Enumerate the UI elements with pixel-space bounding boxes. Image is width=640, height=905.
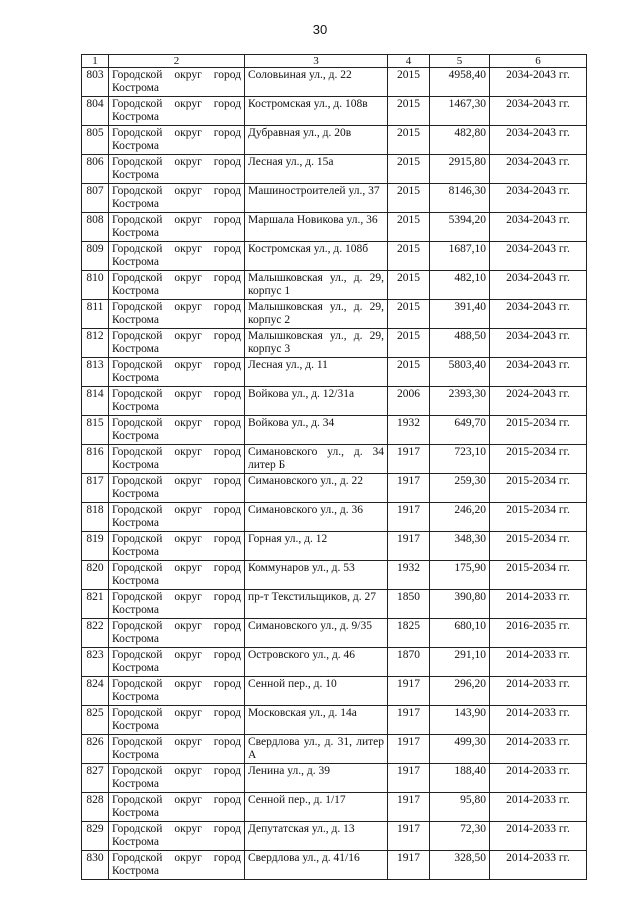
area-cell: 499,30 <box>430 735 490 764</box>
municipality-cell: Городской округ город Кострома <box>109 706 245 735</box>
table-row <box>82 184 587 213</box>
area-cell: 259,30 <box>430 474 490 503</box>
area-cell: 291,10 <box>430 648 490 677</box>
address-cell: Дубравная ул., д. 20в <box>245 126 388 155</box>
row-number-cell: 803 <box>82 68 109 97</box>
table-row <box>82 97 587 126</box>
municipality-cell: Городской округ город Кострома <box>109 445 245 474</box>
municipality-cell: Городской округ город Кострома <box>109 793 245 822</box>
municipality-cell: Городской округ город Кострома <box>109 474 245 503</box>
column-header: 2 <box>109 55 245 68</box>
period-cell: 2034-2043 гг. <box>490 184 587 213</box>
year-cell: 1870 <box>388 648 430 677</box>
row-number-cell: 820 <box>82 561 109 590</box>
year-cell: 2015 <box>388 126 430 155</box>
address-cell: Коммунаров ул., д. 53 <box>245 561 388 590</box>
period-cell: 2034-2043 гг. <box>490 358 587 387</box>
address-cell: Соловьиная ул., д. 22 <box>245 68 388 97</box>
area-cell: 482,10 <box>430 271 490 300</box>
table-row <box>82 793 587 822</box>
year-cell: 1917 <box>388 445 430 474</box>
table-row <box>82 677 587 706</box>
municipality-cell: Городской округ город Кострома <box>109 184 245 213</box>
area-cell: 1687,10 <box>430 242 490 271</box>
address-cell: Ленина ул., д. 39 <box>245 764 388 793</box>
municipality-cell: Городской округ город Кострома <box>109 851 245 880</box>
address-cell: Малышковская ул., д. 29, корпус 2 <box>245 300 388 329</box>
table-row <box>82 590 587 619</box>
row-number-cell: 828 <box>82 793 109 822</box>
row-number-cell: 811 <box>82 300 109 329</box>
year-cell: 1917 <box>388 793 430 822</box>
period-cell: 2015-2034 гг. <box>490 503 587 532</box>
area-cell: 5394,20 <box>430 213 490 242</box>
row-number-cell: 826 <box>82 735 109 764</box>
period-cell: 2034-2043 гг. <box>490 68 587 97</box>
address-cell: Свердлова ул., д. 31, литер А <box>245 735 388 764</box>
area-cell: 246,20 <box>430 503 490 532</box>
row-number-cell: 819 <box>82 532 109 561</box>
table-row <box>82 155 587 184</box>
period-cell: 2014-2033 гг. <box>490 706 587 735</box>
year-cell: 1917 <box>388 503 430 532</box>
municipality-cell: Городской округ город Кострома <box>109 213 245 242</box>
table-row <box>82 329 587 358</box>
table-header <box>82 55 587 68</box>
table-row <box>82 242 587 271</box>
address-cell: Машиностроителей ул., 37 <box>245 184 388 213</box>
address-cell: Островского ул., д. 46 <box>245 648 388 677</box>
area-cell: 649,70 <box>430 416 490 445</box>
period-cell: 2034-2043 гг. <box>490 271 587 300</box>
area-cell: 680,10 <box>430 619 490 648</box>
row-number-cell: 816 <box>82 445 109 474</box>
municipality-cell: Городской округ город Кострома <box>109 358 245 387</box>
table-row <box>82 851 587 880</box>
table-row <box>82 648 587 677</box>
row-number-cell: 827 <box>82 764 109 793</box>
year-cell: 2015 <box>388 300 430 329</box>
area-cell: 5803,40 <box>430 358 490 387</box>
year-cell: 2006 <box>388 387 430 416</box>
period-cell: 2014-2033 гг. <box>490 764 587 793</box>
address-cell: пр-т Текстильщиков, д. 27 <box>245 590 388 619</box>
area-cell: 723,10 <box>430 445 490 474</box>
municipality-cell: Городской округ город Кострома <box>109 387 245 416</box>
table-row <box>82 561 587 590</box>
municipality-cell: Городской округ город Кострома <box>109 590 245 619</box>
year-cell: 1917 <box>388 735 430 764</box>
area-cell: 482,80 <box>430 126 490 155</box>
year-cell: 1850 <box>388 590 430 619</box>
area-cell: 1467,30 <box>430 97 490 126</box>
municipality-cell: Городской округ город Кострома <box>109 677 245 706</box>
period-cell: 2015-2034 гг. <box>490 416 587 445</box>
municipality-cell: Городской округ город Кострома <box>109 648 245 677</box>
period-cell: 2034-2043 гг. <box>490 242 587 271</box>
area-cell: 175,90 <box>430 561 490 590</box>
area-cell: 143,90 <box>430 706 490 735</box>
row-number-cell: 814 <box>82 387 109 416</box>
address-cell: Горная ул., д. 12 <box>245 532 388 561</box>
period-cell: 2015-2034 гг. <box>490 561 587 590</box>
table-row <box>82 445 587 474</box>
municipality-cell: Городской округ город Кострома <box>109 155 245 184</box>
row-number-cell: 810 <box>82 271 109 300</box>
area-cell: 72,30 <box>430 822 490 851</box>
period-cell: 2015-2034 гг. <box>490 474 587 503</box>
municipality-cell: Городской округ город Кострома <box>109 764 245 793</box>
year-cell: 1917 <box>388 532 430 561</box>
table-row <box>82 532 587 561</box>
housing-registry-table <box>81 54 587 880</box>
period-cell: 2034-2043 гг. <box>490 213 587 242</box>
row-number-cell: 822 <box>82 619 109 648</box>
year-cell: 1917 <box>388 677 430 706</box>
municipality-cell: Городской округ город Кострома <box>109 503 245 532</box>
table-row <box>82 300 587 329</box>
row-number-cell: 815 <box>82 416 109 445</box>
table-row <box>82 68 587 97</box>
period-cell: 2014-2033 гг. <box>490 677 587 706</box>
period-cell: 2034-2043 гг. <box>490 300 587 329</box>
municipality-cell: Городской округ город Кострома <box>109 416 245 445</box>
year-cell: 1917 <box>388 474 430 503</box>
year-cell: 2015 <box>388 155 430 184</box>
row-number-cell: 804 <box>82 97 109 126</box>
period-cell: 2016-2035 гг. <box>490 619 587 648</box>
row-number-cell: 825 <box>82 706 109 735</box>
column-header: 1 <box>82 55 109 68</box>
municipality-cell: Городской округ город Кострома <box>109 735 245 764</box>
row-number-cell: 808 <box>82 213 109 242</box>
table-row <box>82 619 587 648</box>
table-body <box>82 68 587 880</box>
year-cell: 2015 <box>388 271 430 300</box>
row-number-cell: 812 <box>82 329 109 358</box>
municipality-cell: Городской округ город Кострома <box>109 329 245 358</box>
table-row <box>82 503 587 532</box>
table-row <box>82 735 587 764</box>
column-header: 5 <box>430 55 490 68</box>
table-row <box>82 474 587 503</box>
year-cell: 2015 <box>388 329 430 358</box>
address-cell: Свердлова ул., д. 41/16 <box>245 851 388 880</box>
address-cell: Войкова ул., д. 12/31а <box>245 387 388 416</box>
address-cell: Костромская ул., д. 108в <box>245 97 388 126</box>
municipality-cell: Городской округ город Кострома <box>109 68 245 97</box>
period-cell: 2014-2033 гг. <box>490 590 587 619</box>
address-cell: Лесная ул., д. 11 <box>245 358 388 387</box>
area-cell: 488,50 <box>430 329 490 358</box>
table-row <box>82 126 587 155</box>
area-cell: 328,50 <box>430 851 490 880</box>
address-cell: Маршала Новикова ул., 36 <box>245 213 388 242</box>
year-cell: 1825 <box>388 619 430 648</box>
address-cell: Сенной пер., д. 1/17 <box>245 793 388 822</box>
address-cell: Московская ул., д. 14а <box>245 706 388 735</box>
address-cell: Симановского ул., д. 9/35 <box>245 619 388 648</box>
year-cell: 2015 <box>388 358 430 387</box>
area-cell: 95,80 <box>430 793 490 822</box>
period-cell: 2024-2043 гг. <box>490 387 587 416</box>
year-cell: 2015 <box>388 213 430 242</box>
column-header: 4 <box>388 55 430 68</box>
table-row <box>82 764 587 793</box>
row-number-cell: 805 <box>82 126 109 155</box>
municipality-cell: Городской округ город Кострома <box>109 619 245 648</box>
row-number-cell: 830 <box>82 851 109 880</box>
year-cell: 2015 <box>388 242 430 271</box>
year-cell: 1917 <box>388 706 430 735</box>
municipality-cell: Городской округ город Кострома <box>109 300 245 329</box>
address-cell: Симановского ул., д. 22 <box>245 474 388 503</box>
area-cell: 8146,30 <box>430 184 490 213</box>
area-cell: 391,40 <box>430 300 490 329</box>
row-number-cell: 809 <box>82 242 109 271</box>
municipality-cell: Городской округ город Кострома <box>109 126 245 155</box>
table-row <box>82 416 587 445</box>
address-cell: Симановского ул., д. 34 литер Б <box>245 445 388 474</box>
area-cell: 2393,30 <box>430 387 490 416</box>
address-cell: Депутатская ул., д. 13 <box>245 822 388 851</box>
municipality-cell: Городской округ город Кострома <box>109 561 245 590</box>
row-number-cell: 824 <box>82 677 109 706</box>
table-row <box>82 358 587 387</box>
period-cell: 2015-2034 гг. <box>490 445 587 474</box>
row-number-cell: 818 <box>82 503 109 532</box>
period-cell: 2014-2033 гг. <box>490 793 587 822</box>
table-row <box>82 822 587 851</box>
municipality-cell: Городской округ город Кострома <box>109 532 245 561</box>
year-cell: 1917 <box>388 764 430 793</box>
period-cell: 2014-2033 гг. <box>490 851 587 880</box>
address-cell: Малышковская ул., д. 29, корпус 3 <box>245 329 388 358</box>
table-row <box>82 706 587 735</box>
row-number-cell: 813 <box>82 358 109 387</box>
municipality-cell: Городской округ город Кострома <box>109 822 245 851</box>
row-number-cell: 821 <box>82 590 109 619</box>
year-cell: 1932 <box>388 416 430 445</box>
address-cell: Лесная ул., д. 15а <box>245 155 388 184</box>
area-cell: 296,20 <box>430 677 490 706</box>
row-number-cell: 817 <box>82 474 109 503</box>
table-row <box>82 213 587 242</box>
year-cell: 2015 <box>388 184 430 213</box>
column-number-row <box>82 55 587 68</box>
year-cell: 1917 <box>388 851 430 880</box>
area-cell: 390,80 <box>430 590 490 619</box>
row-number-cell: 806 <box>82 155 109 184</box>
period-cell: 2015-2034 гг. <box>490 532 587 561</box>
address-cell: Малышковская ул., д. 29, корпус 1 <box>245 271 388 300</box>
area-cell: 188,40 <box>430 764 490 793</box>
year-cell: 1932 <box>388 561 430 590</box>
address-cell: Войкова ул., д. 34 <box>245 416 388 445</box>
period-cell: 2034-2043 гг. <box>490 126 587 155</box>
year-cell: 2015 <box>388 68 430 97</box>
column-header: 3 <box>245 55 388 68</box>
period-cell: 2034-2043 гг. <box>490 329 587 358</box>
address-cell: Сенной пер., д. 10 <box>245 677 388 706</box>
municipality-cell: Городской округ город Кострома <box>109 97 245 126</box>
period-cell: 2034-2043 гг. <box>490 97 587 126</box>
area-cell: 2915,80 <box>430 155 490 184</box>
row-number-cell: 807 <box>82 184 109 213</box>
period-cell: 2014-2033 гг. <box>490 648 587 677</box>
table-row <box>82 387 587 416</box>
period-cell: 2034-2043 гг. <box>490 155 587 184</box>
period-cell: 2014-2033 гг. <box>490 822 587 851</box>
row-number-cell: 823 <box>82 648 109 677</box>
page-number: 30 <box>312 22 328 37</box>
period-cell: 2014-2033 гг. <box>490 735 587 764</box>
row-number-cell: 829 <box>82 822 109 851</box>
municipality-cell: Городской округ город Кострома <box>109 271 245 300</box>
address-cell: Костромская ул., д. 108б <box>245 242 388 271</box>
column-header: 6 <box>490 55 587 68</box>
municipality-cell: Городской округ город Кострома <box>109 242 245 271</box>
year-cell: 2015 <box>388 97 430 126</box>
year-cell: 1917 <box>388 822 430 851</box>
area-cell: 4958,40 <box>430 68 490 97</box>
table-row <box>82 271 587 300</box>
address-cell: Симановского ул., д. 36 <box>245 503 388 532</box>
area-cell: 348,30 <box>430 532 490 561</box>
